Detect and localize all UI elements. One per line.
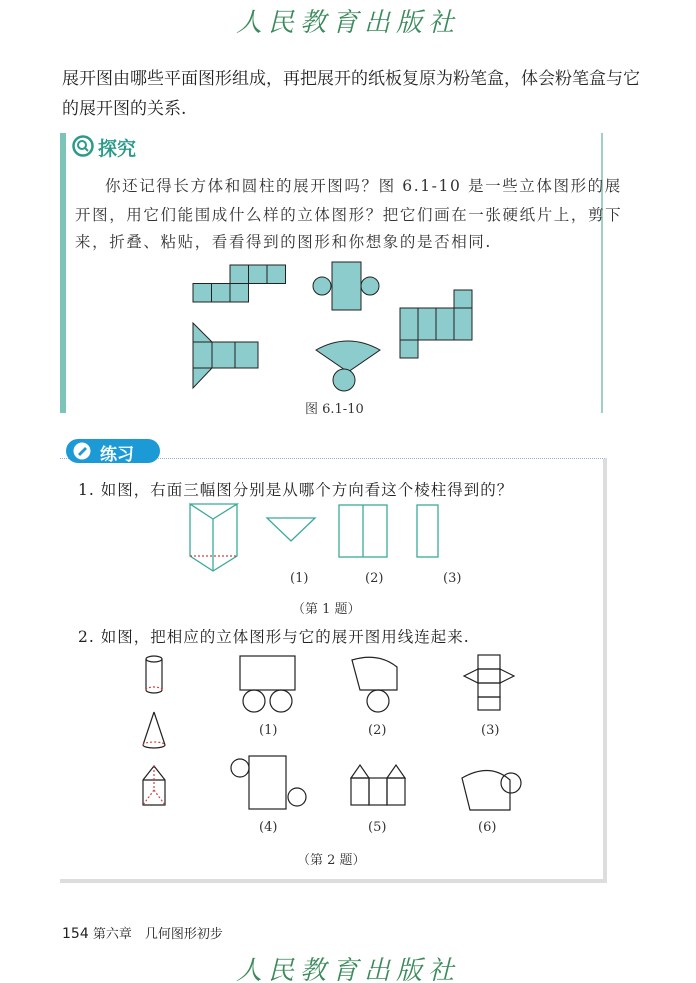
publisher-logo-bottom: 人民教育出版社 xyxy=(235,956,460,983)
explore-line-1: 你还记得长方体和圆柱的展开图吗？图 6.1-10 是一些立体图形的展 xyxy=(105,177,622,195)
page-footer xyxy=(62,923,223,942)
q2-text: 2. 如图，把相应的立体图形与它的展开图用线连起来. xyxy=(78,628,470,646)
net-1 xyxy=(240,656,295,712)
q2-label-1: (1) xyxy=(259,723,278,738)
intro-line-1: 展开图由哪些平面图形组成，再把展开的纸板复原为粉笔盒，体会粉笔盒与它 xyxy=(62,69,640,89)
q1-figures xyxy=(190,504,438,571)
q1-label-3: (3) xyxy=(443,571,462,586)
explore-line-3: 来，折叠、粘贴，看看得到的图形和你想象的是否相同. xyxy=(75,233,492,251)
view-1 xyxy=(267,518,315,541)
q1-label-1: (1) xyxy=(290,571,309,586)
cone xyxy=(143,712,165,748)
net-3 xyxy=(464,655,514,710)
page-number: 154 xyxy=(62,926,89,942)
q1-text: 1. 如图，右面三幅图分别是从哪个方向看这个棱柱得到的？ xyxy=(78,481,514,499)
publisher-logo-top: 人民教育出版社 xyxy=(235,8,460,38)
q1-caption: （第 1 题） xyxy=(292,602,361,617)
q2-label-4: (4) xyxy=(259,820,278,835)
net-4 xyxy=(231,756,306,809)
q2-label-2: (2) xyxy=(368,723,387,738)
chapter-title: 第六章 几何图形初步 xyxy=(92,927,223,942)
explore-line-2: 开图，用它们能围成什么样的立体图形？把它们画在一张硬纸片上，剪下 xyxy=(75,206,623,224)
square-pyramid-prism xyxy=(143,766,165,805)
intro-line-2: 的展开图的关系. xyxy=(62,99,187,119)
q2-label-6: (6) xyxy=(478,820,497,835)
view-3 xyxy=(417,505,438,557)
triangular-prism xyxy=(190,504,237,571)
explore-title: 探究 xyxy=(98,138,137,160)
cylinder xyxy=(146,656,162,693)
net-2 xyxy=(352,657,397,712)
net-5 xyxy=(351,765,405,805)
q2-caption: （第 2 题） xyxy=(297,853,366,868)
q1-label-2: (2) xyxy=(365,571,384,586)
q2-figures xyxy=(143,655,521,810)
figure-caption: 图 6.1-10 xyxy=(305,402,364,417)
q2-label-3: (3) xyxy=(481,723,500,738)
q2-label-5: (5) xyxy=(368,820,387,835)
net-6 xyxy=(462,770,521,810)
exercise-title: 练习 xyxy=(100,445,134,465)
